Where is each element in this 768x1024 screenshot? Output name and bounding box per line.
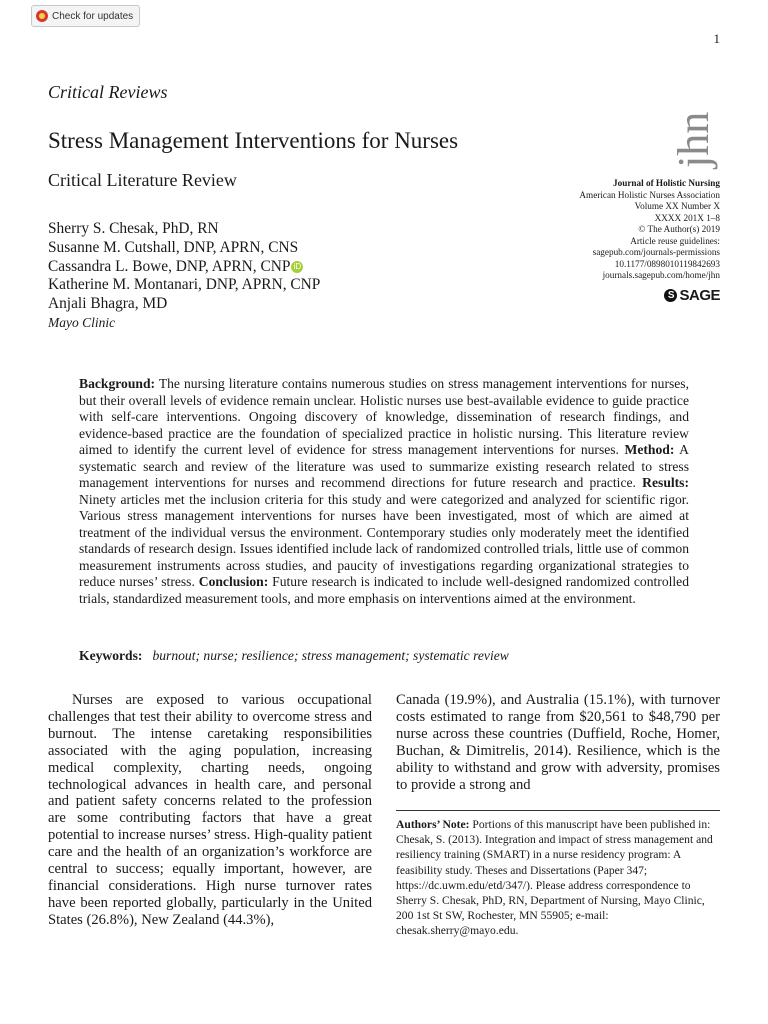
page-number: 1 [713, 31, 720, 46]
check-for-updates-icon [36, 10, 48, 22]
orcid-icon[interactable]: iD [291, 261, 303, 273]
journal-info-line: American Holistic Nurses Association [579, 189, 720, 200]
abstract-results-label: Results: [642, 475, 689, 490]
abstract [79, 376, 689, 607]
check-for-updates-button[interactable] [31, 5, 140, 27]
publisher-logo [664, 287, 720, 304]
abstract-background: The nursing literature contains numerous studies on stress management interventions for nurses, but their overall levels of evidence remain unclear. Holistic nurses use best-available evidence to guide practice with self-care interventions. Ongoing discovery of knowledge, dissemination of research findings, and evidence-based practice are the foundation of specialized practice in holistic nursing. This literature review aimed to identify the current level of evidence for stress management interventions for nurses. [79, 376, 689, 457]
journal-info-line: © The Author(s) 2019 [638, 224, 720, 234]
authors-note-label: Authors’ Note: [396, 818, 470, 831]
svg-text:jhn: jhn [669, 111, 718, 168]
abstract-conclusion-label: Conclusion: [198, 574, 269, 589]
publisher-name: SAGE [679, 287, 720, 304]
journal-homepage-link[interactable]: journals.sagepub.com/home/jhn [602, 270, 720, 280]
journal-info [579, 178, 720, 282]
abstract-results: Ninety articles met the inclusion criteria for this study and were categorized and analyzed for scientific rigor. Various stress management interventions for nurses have been investigated, most of which are aimed at treatment of the individual versus the environment. Contemporary studies only moderately meet the identified standards of research design. Issues identified include lack of randomized controlled trials, little use of common measurement instruments across studies, and paucity of investigations regarding organizational strategies to reduce nurses’ stress. [79, 491, 689, 589]
journal-name: Journal of Holistic Nursing [613, 178, 720, 188]
author-name: Susanne M. Cutshall, DNP, APRN, CNS [48, 238, 299, 256]
author-name: Katherine M. Montanari, DNP, APRN, CNP [48, 276, 321, 294]
article-title: Stress Management Interventions for Nurses [48, 128, 459, 153]
body-paragraph: Canada (19.9%), and Australia (15.1%), with turnover costs estimated to range from $20,561 to $48,790 per nurse across these countries (Duffield, Roche, Homer, Buchan, & Dimitrelis, 2014). Resilience, which is the ability to withstand and grow with adversity, promises to provide a strong and [396, 692, 720, 793]
doi-link[interactable]: 10.1177/0898010119842693 [614, 258, 720, 269]
body-column-left [48, 692, 372, 929]
article-category: Critical Reviews [48, 82, 168, 102]
journal-info-line: Volume XX Number X [634, 201, 720, 211]
author-list [48, 220, 320, 333]
journal-info-line: XXXX 201X 1–8 [654, 212, 720, 223]
author-name [48, 258, 320, 277]
authors-note-text: Portions of this manuscript have been published in: Chesak, S. (2013). Integration and impact of stress management and resiliency training (SMART) in a nurse residency program: A feasibility study. Theses and Dissertations (Paper 347; https://dc.uwm.edu/etd/347/). Please address correspondence to Sherry S. Chesak, PhD, RN, Department of Nursing, Mayo Clinic, 200 1st St SW, Rochester, MN 55905; e-mail: chesak.sherry@mayo.edu. [396, 818, 713, 938]
keywords-value: burnout; nurse; resilience; stress management; systematic review [152, 648, 509, 663]
keywords [79, 648, 509, 664]
abstract-method-label: Method: [624, 442, 675, 457]
abstract-conclusion: Future research is indicated to include well-designed randomized controlled trials, standardized measurement tools, and more emphasis on interventions aimed at the environment. [79, 574, 689, 606]
journal-info-line[interactable]: sagepub.com/journals-permissions [592, 247, 720, 257]
journal-info-line[interactable]: Article reuse guidelines: [630, 235, 720, 246]
body-column-right [396, 692, 720, 793]
check-for-updates-label: Check for updates [52, 10, 134, 22]
authors-note [396, 810, 720, 939]
body-paragraph: Nurses are exposed to various occupational challenges that test their ability to overcome stress and burnout. The intense caretaking responsibilities associated with the aging population, increasing medical complexity, charting needs, ongoing technological advances in health care, and personal and patient safety concerns related to the profession are some contributing factors that have a great potential to increase nurses’ stress. High-quality patient care and the health of an organization’s workforce are central to success; equally important, however, are financial considerations. High nurse turnover rates have been reported globally, particularly in the United States (26.8%), New Zealand (44.3%), [48, 692, 372, 928]
keywords-label: Keywords: [79, 648, 143, 663]
journal-logo [669, 80, 718, 170]
author-name: Anjali Bhagra, MD [48, 295, 168, 313]
article-subtitle: Critical Literature Review [48, 170, 237, 190]
author-name: Sherry S. Chesak, PhD, RN [48, 220, 219, 237]
author-name-text: Cassandra L. Bowe, DNP, APRN, CNP [48, 257, 291, 275]
sage-icon: S [664, 289, 677, 302]
abstract-background-label: Background: [79, 376, 156, 391]
abstract-method: A systematic search and review of the literature was used to summarize existing research related to stress management interventions for nurses and recommend directions for future research and practice. [79, 442, 689, 490]
affiliation: Mayo Clinic [48, 314, 116, 330]
